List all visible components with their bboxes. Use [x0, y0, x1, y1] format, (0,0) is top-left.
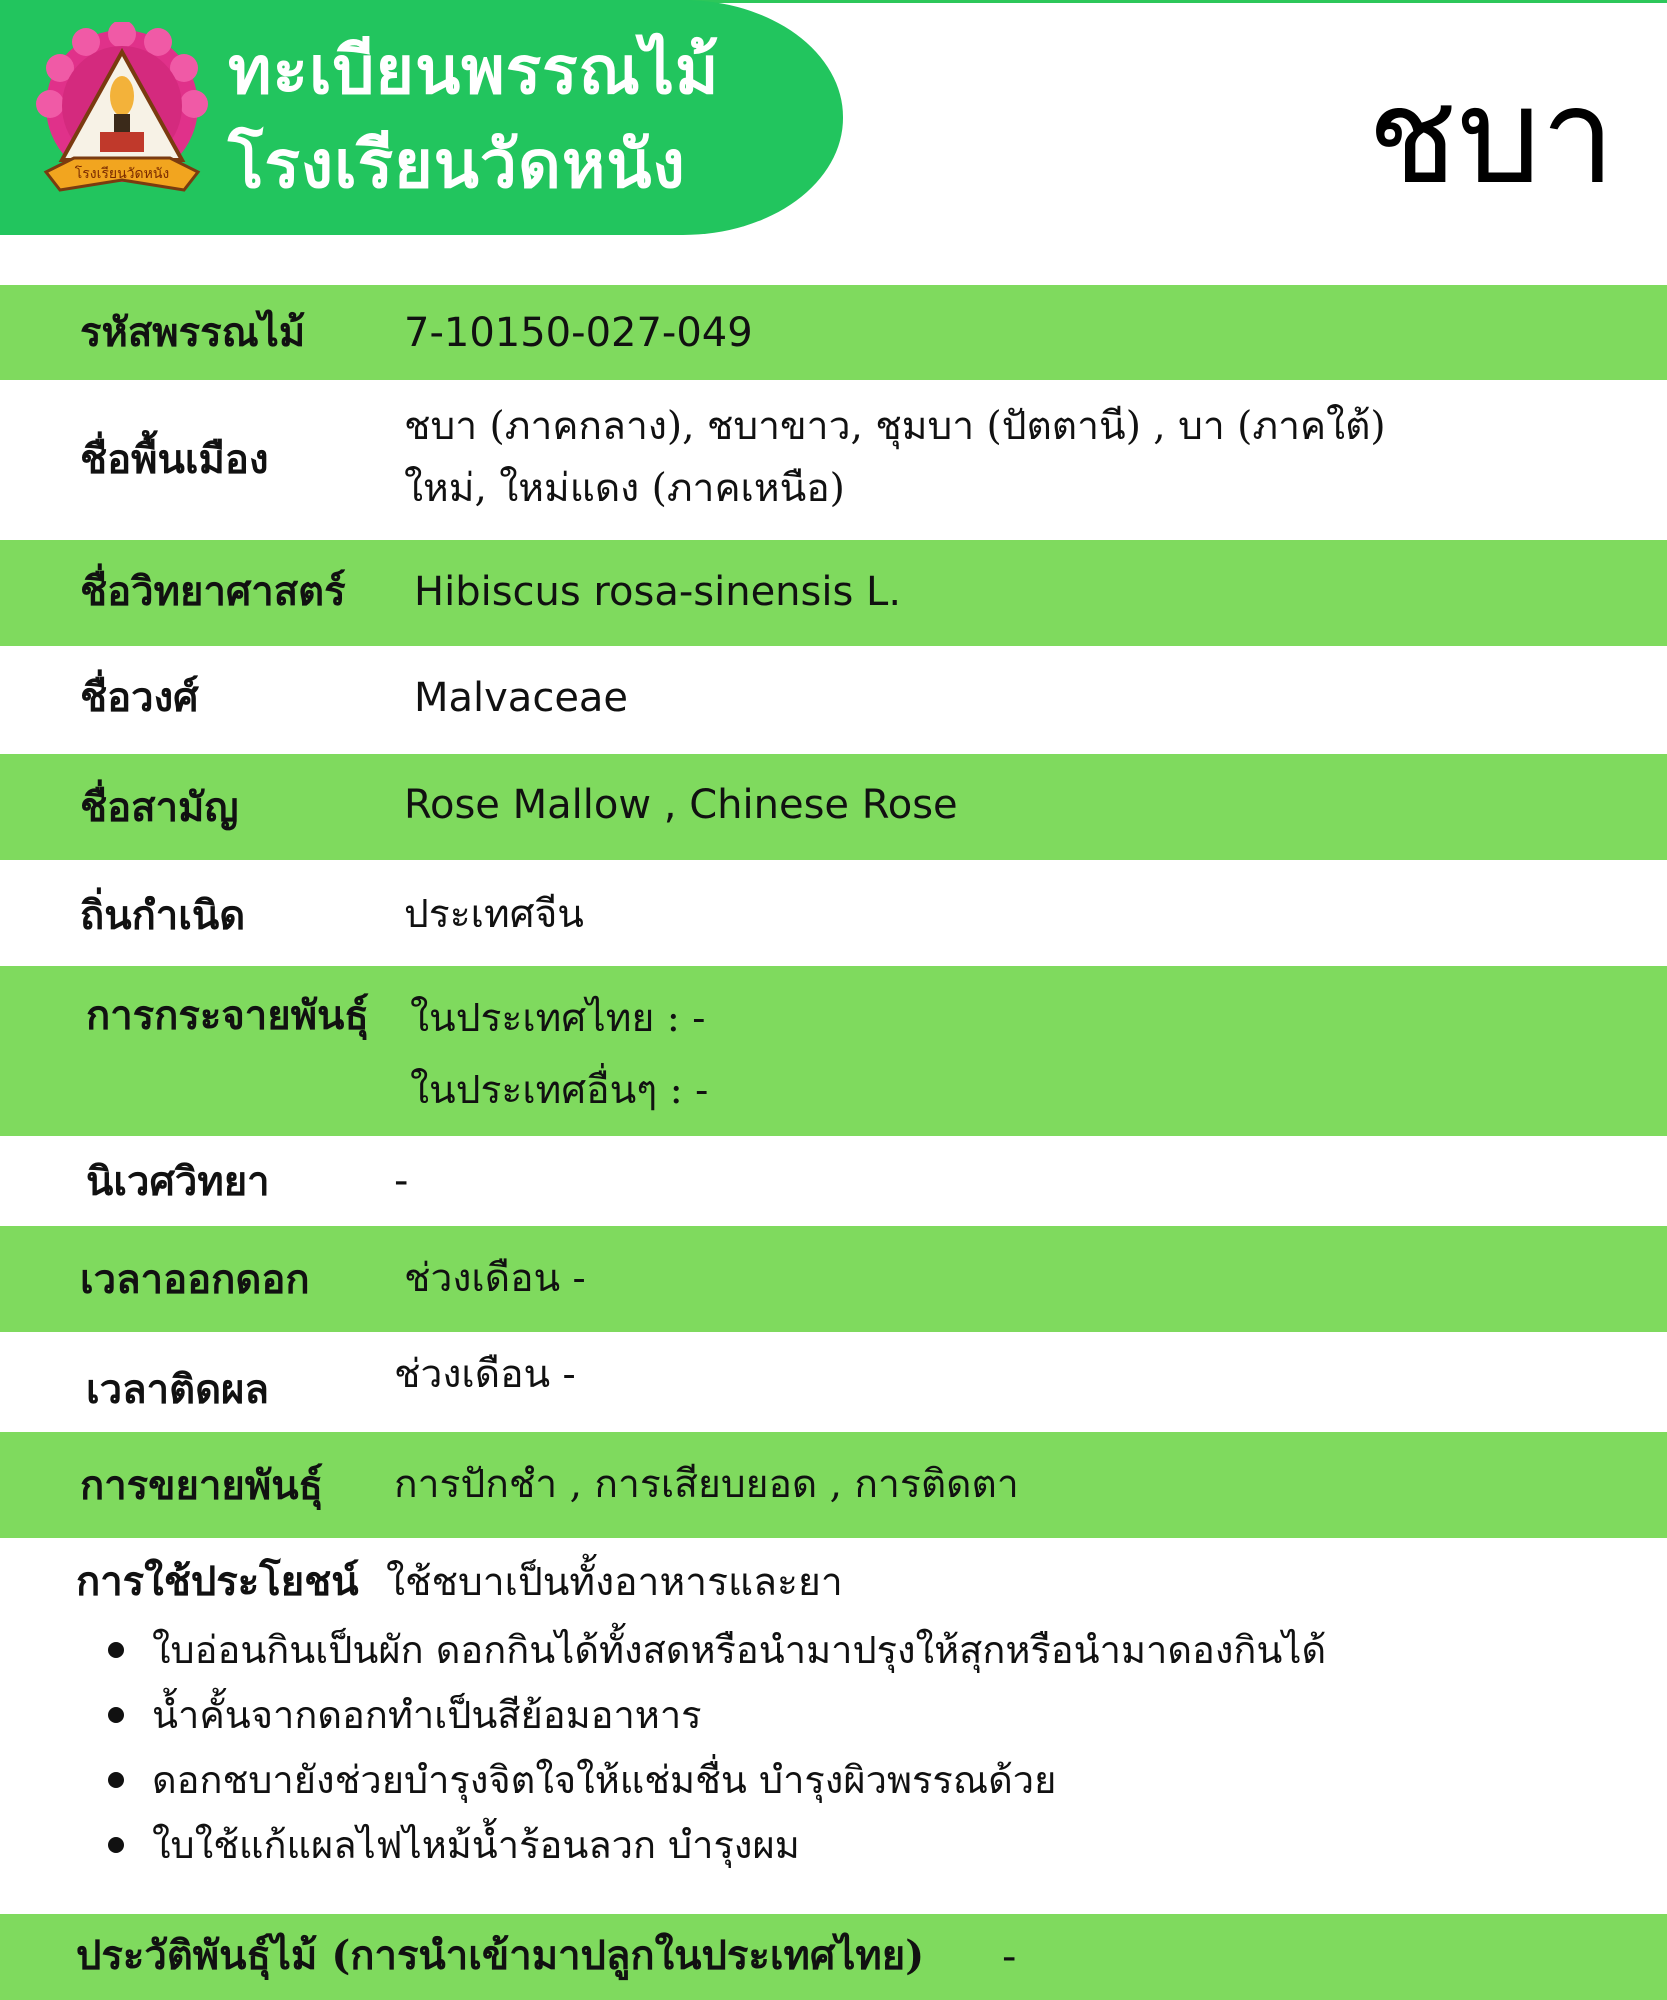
list-item: ใบอ่อนกินเป็นผัก ดอกกินได้ทั้งสดหรือนำมาปรุงให้สุกหรือนำมาดองกินได้ — [106, 1618, 1326, 1683]
uses-list — [106, 1618, 1326, 1878]
plant-name: ชบา — [1367, 60, 1615, 214]
plant-code-value: 7-10150-027-049 — [404, 310, 753, 356]
local-name-label: ชื่อพื้นเมือง — [80, 436, 269, 483]
scientific-name-label: ชื่อวิทยาศาสตร์ — [80, 568, 346, 615]
row-distribution — [0, 966, 1667, 1136]
family-value: Malvaceae — [414, 675, 629, 721]
row-flowering-time — [0, 1226, 1667, 1332]
fruiting-time-value: ช่วงเดือน - — [394, 1352, 576, 1397]
plant-code-label: รหัสพรรณไม้ — [80, 309, 306, 356]
row-history — [0, 1914, 1667, 2000]
scientific-name-value: Hibiscus rosa-sinensis L. — [414, 569, 902, 615]
local-name-value-line1: ชบา (ภาคกลาง), ชบาขาว, ชุมบา (ปัตตานี) , บา (ภาคใต้) — [404, 404, 1386, 449]
propagation-value: การปักชำ , การเสียบยอด , การติดตา — [394, 1462, 1019, 1507]
row-local-name — [0, 380, 1667, 540]
banner-title-line1: ทะเบียนพรรณไม้ — [228, 32, 720, 109]
row-ecology — [0, 1136, 1667, 1226]
fruiting-time-label: เวลาติดผล — [86, 1366, 270, 1413]
list-item: น้ำคั้นจากดอกทำเป็นสีย้อมอาหาร — [106, 1683, 1326, 1748]
distribution-other-countries: ในประเทศอื่นๆ : - — [410, 1068, 709, 1113]
row-plant-code — [0, 285, 1667, 380]
row-scientific-name — [0, 540, 1667, 646]
list-item: ดอกชบายังช่วยบำรุงจิตใจให้แช่มชื่น บำรุงผิวพรรณด้วย — [106, 1748, 1326, 1813]
bullet-icon — [108, 1707, 124, 1723]
common-name-label: ชื่อสามัญ — [80, 784, 239, 831]
origin-label: ถิ่นกำเนิด — [80, 892, 246, 939]
ecology-label: นิเวศวิทยา — [86, 1158, 270, 1205]
flowering-time-value: ช่วงเดือน - — [404, 1256, 586, 1301]
bullet-icon — [108, 1642, 124, 1658]
local-name-value-line2: ใหม่, ใหม่แดง (ภาคเหนือ) — [404, 466, 845, 511]
svg-text:โรงเรียนวัดหนัง: โรงเรียนวัดหนัง — [74, 166, 170, 182]
school-logo — [34, 22, 210, 212]
history-value: - — [1002, 1934, 1017, 1980]
propagation-label: การขยายพันธุ์ — [80, 1462, 323, 1509]
row-propagation — [0, 1432, 1667, 1538]
history-label: ประวัติพันธุ์ไม้ (การนำเข้ามาปลูกในประเทศไทย) — [76, 1932, 925, 1979]
origin-value: ประเทศจีน — [404, 892, 584, 937]
family-label: ชื่อวงศ์ — [80, 674, 199, 721]
common-name-value: Rose Mallow , Chinese Rose — [404, 782, 958, 828]
uses-summary: ใช้ชบาเป็นทั้งอาหารและยา — [386, 1560, 843, 1605]
banner-title — [228, 24, 828, 212]
bullet-icon — [108, 1772, 124, 1788]
distribution-thailand: ในประเทศไทย : - — [410, 996, 706, 1041]
row-fruiting-time — [0, 1332, 1667, 1432]
uses-label: การใช้ประโยชน์ — [76, 1558, 359, 1605]
bullet-icon — [108, 1837, 124, 1853]
list-item: ใบใช้แก้แผลไฟไหม้น้ำร้อนลวก บำรุงผม — [106, 1813, 1326, 1878]
flowering-time-label: เวลาออกดอก — [80, 1256, 310, 1303]
row-origin — [0, 860, 1667, 966]
distribution-label: การกระจายพันธุ์ — [86, 992, 369, 1039]
row-common-name — [0, 754, 1667, 860]
banner-title-line2: โรงเรียนวัดหนัง — [228, 126, 686, 203]
row-family — [0, 646, 1667, 754]
ecology-value: - — [394, 1158, 409, 1204]
